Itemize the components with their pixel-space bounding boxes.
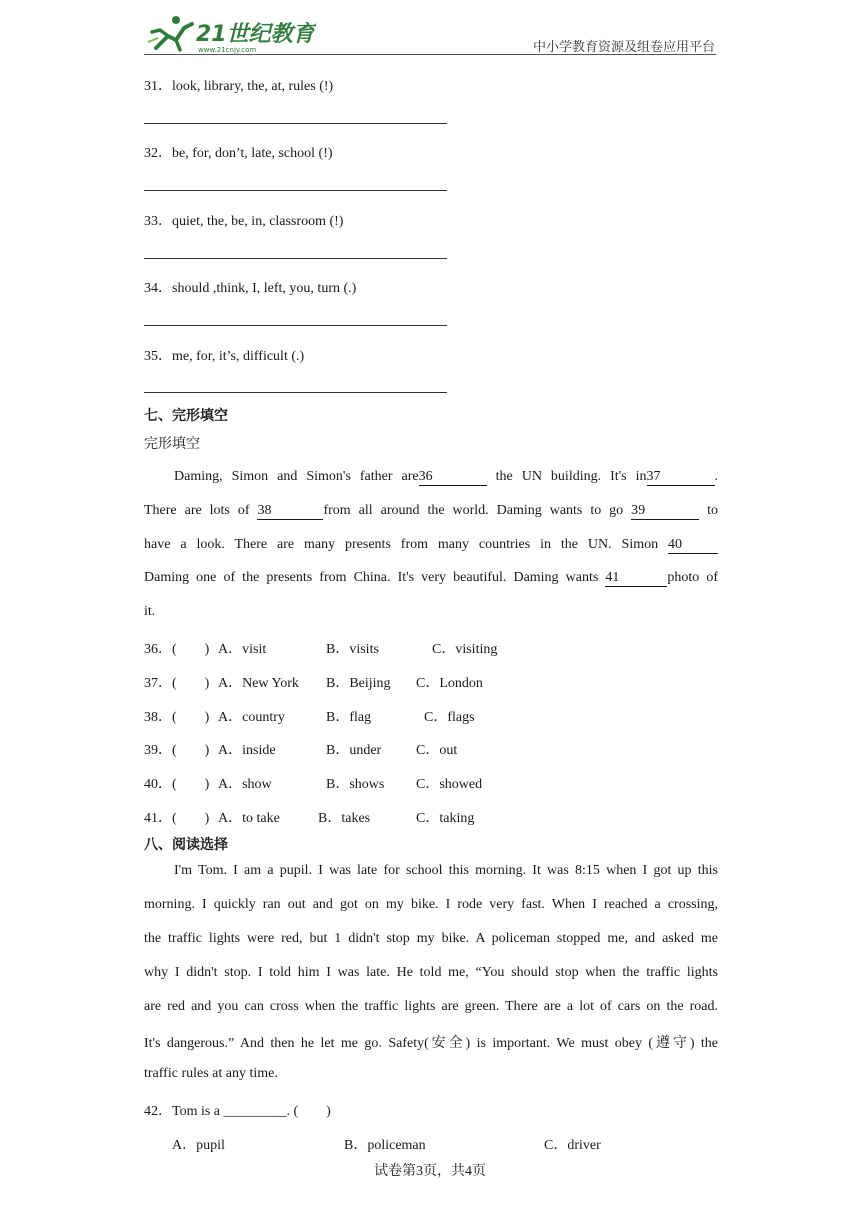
cloze-blank-38[interactable]: 38 xyxy=(257,503,323,520)
section-title-cloze: 七、完形填空 xyxy=(144,408,228,424)
choice-37-number[interactable]: 37．( ) xyxy=(144,676,210,691)
choice-40-a[interactable]: A．show xyxy=(218,777,272,792)
header-divider xyxy=(144,54,716,55)
question-42[interactable]: 42．Tom is a _________. ( ) xyxy=(144,1104,331,1119)
reading-line-6: It's dangerous.” And then he let me go. Safety(安全) is important. We must obey (遵守) the xyxy=(144,1036,718,1051)
choice-41-number[interactable]: 41．( ) xyxy=(144,811,210,826)
cloze-passage-line-4: Daming one of the presents from China. It's very beautiful. Daming wants 41 photo of xyxy=(144,570,718,585)
cloze-passage-line-3: have a look. There are many presents from many countries in the UN. Simon 40 xyxy=(144,537,718,554)
runner-icon xyxy=(148,16,192,50)
choice-37-b[interactable]: B．Beijing xyxy=(326,676,391,691)
cloze-blank-36[interactable]: 36 xyxy=(419,469,487,486)
answer-line-35[interactable] xyxy=(144,392,447,393)
choice-39-b[interactable]: B．under xyxy=(326,743,382,758)
question-35: 35．me, for, it’s, difficult (.) xyxy=(144,349,305,364)
cloze-blank-41[interactable]: 41 xyxy=(605,570,667,587)
logo xyxy=(146,14,316,54)
header-platform-text: 中小学教育资源及组卷应用平台 xyxy=(532,40,715,55)
choice-42-a[interactable]: A．pupil xyxy=(172,1138,225,1153)
cloze-passage-line-1: Daming, Simon and Simon's father are36 the UN building. It's in37 . xyxy=(174,469,718,484)
choice-41-b[interactable]: B．takes xyxy=(318,811,371,826)
choice-38-number[interactable]: 38．( ) xyxy=(144,710,210,725)
question-33: 33．quiet, the, be, in, classroom (!) xyxy=(144,214,344,229)
choice-39-c[interactable]: C．out xyxy=(416,743,458,758)
choice-42-c[interactable]: C．driver xyxy=(544,1138,601,1153)
answer-line-33[interactable] xyxy=(144,258,447,259)
choice-36-c[interactable]: C．visiting xyxy=(432,642,498,657)
choice-39-number[interactable]: 39．( ) xyxy=(144,743,210,758)
choice-40-c[interactable]: C．showed xyxy=(416,777,483,792)
logo-text: 21世纪教育 xyxy=(196,22,315,47)
choice-39-a[interactable]: A．inside xyxy=(218,743,276,758)
reading-line-2: morning. I quickly ran out and got on my bike. I rode very fast. When I reached a crossing, xyxy=(144,897,718,912)
question-34: 34．should ,think, I, left, you, turn (.) xyxy=(144,281,357,296)
choice-41-a[interactable]: A．to take xyxy=(218,811,280,826)
choice-36-a[interactable]: A．visit xyxy=(218,642,267,657)
question-32: 32．be, for, don’t, late, school (!) xyxy=(144,146,333,161)
choice-38-c[interactable]: C．flags xyxy=(424,710,475,725)
choice-36-number[interactable]: 36．( ) xyxy=(144,642,210,657)
question-31: 31．look, library, the, at, rules (!) xyxy=(144,79,334,94)
answer-line-34[interactable] xyxy=(144,325,447,326)
cloze-passage-line-2: There are lots of 38 from all around the world. Daming wants to go 39 to xyxy=(144,503,719,518)
answer-line-31[interactable] xyxy=(144,123,447,124)
cloze-passage-line-5: it. xyxy=(144,604,156,619)
logo-subtext: www.21cnjy.com xyxy=(198,46,257,54)
choice-38-b[interactable]: B．flag xyxy=(326,710,372,725)
choice-42-b[interactable]: B．policeman xyxy=(344,1138,426,1153)
section-title-reading: 八、阅读选择 xyxy=(144,837,228,853)
page-footer: 试卷第3页，共4页 xyxy=(374,1164,486,1179)
choice-41-c[interactable]: C．taking xyxy=(416,811,475,826)
section-subtitle-cloze: 完形填空 xyxy=(144,436,200,452)
choice-36-b[interactable]: B．visits xyxy=(326,642,379,657)
choice-38-a[interactable]: A．country xyxy=(218,710,285,725)
choice-37-c[interactable]: C．London xyxy=(416,676,483,691)
reading-line-3: the traffic lights were red, but 1 didn't stop my bike. A policeman stopped me, and asked me xyxy=(144,931,718,946)
answer-line-32[interactable] xyxy=(144,190,447,191)
choice-40-b[interactable]: B．shows xyxy=(326,777,385,792)
reading-line-7: traffic rules at any time. xyxy=(144,1066,278,1081)
reading-line-5: are red and you can cross when the traffic lights are green. There are a lot of cars on the road. xyxy=(144,999,718,1014)
reading-line-4: why I didn't stop. I told him I was late. He told me, “You should stop when the traffic lights xyxy=(144,965,718,980)
choice-40-number[interactable]: 40．( ) xyxy=(144,777,210,792)
choice-37-a[interactable]: A．New York xyxy=(218,676,299,691)
cloze-blank-40[interactable]: 40 xyxy=(668,537,718,554)
reading-line-1: I'm Tom. I am a pupil. I was late for school this morning. It was 8:15 when I got up this xyxy=(174,863,718,878)
cloze-blank-37[interactable]: 37 xyxy=(647,469,715,486)
cloze-blank-39[interactable]: 39 xyxy=(631,503,699,520)
